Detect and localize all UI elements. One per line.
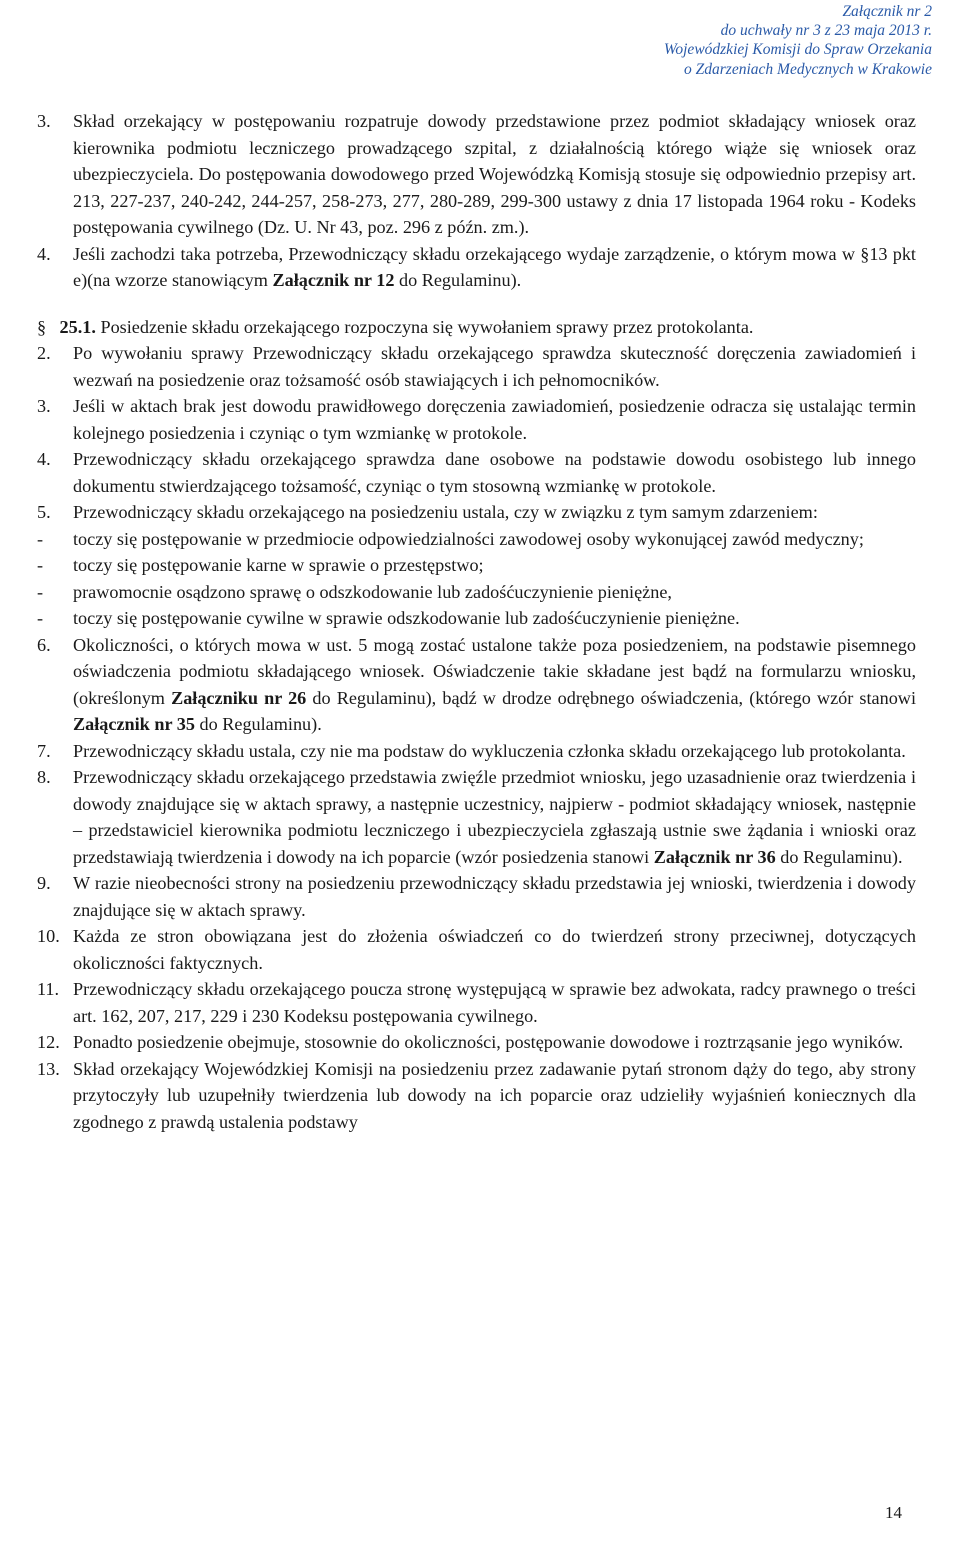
item-number: 13. [37, 1058, 60, 1079]
section-symbol: § [37, 316, 47, 337]
section-25-heading [0, 314, 960, 341]
section-number: 25.1. [59, 316, 96, 337]
dash-bullet: - [37, 581, 44, 602]
dash-list-item [0, 605, 960, 632]
attachment-reference: Załącznik nr 36 [653, 846, 776, 867]
item-text: do Regulaminu), bądź w drodze odrębnego oświadczenia, (którego wzór stanowi [306, 687, 916, 708]
item-text: 13 pkt e)(na wzorze stanowiącym [73, 243, 916, 290]
paragraph-item-9 [0, 870, 960, 923]
paragraph-item-5 [0, 499, 960, 526]
item-text: do Regulaminu). [194, 714, 322, 734]
dash-item-text: toczy się postępowanie karne w sprawie o przestępstwo; [73, 555, 484, 575]
item-text: Okoliczności, o których mowa w ust. 5 mogą zostać ustalone także poza posiedzeniem, na podstawie pisemnego oświadczenia podmiotu składającego wniosek. Oświadczenie takie składane jest bądź na formularzu wniosku, (określonym [73, 634, 916, 708]
item-text: Skład orzekający w postępowaniu rozpatruje dowody przedstawione przez podmiot składający wniosek oraz kierownika podmiotu leczniczego prowadzącego szpital, z działalnością którego wiąże się wniosek oraz ubezpieczyciela. Do postępowania dowodowego przed Wojewódzką Komisją stosuje się odpowiednio przepisy art. 213, 227-237, 240-242, 244-257, 258-273, 277, 280-289, 299-300 ustawy z dnia 17 listopada 1964 roku - Kodeks postępowania cywilnego (Dz. U. Nr 43, poz. 296 z późn. zm.). [73, 111, 916, 237]
item-text: Ponadto posiedzenie obejmuje, stosownie do okoliczności, postępowanie dowodowe i roztrząsanie jego wyników. [73, 1032, 904, 1052]
item-text: Jeśli w aktach brak jest dowodu prawidłowego doręczenia zawiadomień, posiedzenie odracza się ustalając termin kolejnego posiedzenia i czyniąc o tym wzmiankę w protokole. [73, 396, 916, 443]
item-text: Przewodniczący składu orzekającego na posiedzeniu ustala, czy w związku z tym samym zdarzeniem: [73, 502, 818, 522]
item-text: Jeśli zachodzi taka potrzeba, Przewodniczący składu orzekającego wydaje zarządzenie, o którym mowa w [73, 243, 861, 264]
item-number: 10. [37, 926, 60, 946]
item-text: Przewodniczący składu ustala, czy nie ma podstaw do wykluczenia członka składu orzekającego lub protokolanta. [73, 740, 906, 761]
attachment-reference: Załączniku nr 26 [171, 687, 307, 708]
item-number: 6. [37, 634, 51, 655]
header-resolution-line: do uchwały nr 3 z 23 maja 2013 r. [720, 22, 932, 40]
item-number: 2. [37, 343, 51, 363]
item-number: 4. [37, 243, 51, 264]
paragraph-item-8 [0, 764, 960, 870]
paragraph-item-7 [0, 738, 960, 765]
item-number: 3. [37, 396, 51, 416]
item-text: Skład orzekający Wojewódzkiej Komisji na posiedzeniu przez zadawanie pytań stronom dąży do tego, aby strony przytoczyły lub uzupełniły twierdzenia lub dowody na ich poparcie oraz udzieliły wyjaśnień koniecznych dla zgodnego z prawdą ustalenia podstawy [73, 1058, 916, 1132]
paragraph-item-3 [0, 393, 960, 446]
header-location-line: o Zdarzeniach Medycznych w Krakowie [684, 60, 932, 78]
paragraph-item-4 [0, 241, 960, 294]
dash-bullet: - [37, 555, 44, 575]
item-text: W razie nieobecności strony na posiedzeniu przewodniczący składu przedstawia jej wnioski, twierdzenia i dowody znajdujące się w aktach sprawy. [73, 873, 916, 920]
document-body [0, 108, 960, 1135]
paragraph-item-4 [0, 446, 960, 499]
item-text: Przewodniczący składu orzekającego sprawdza dane osobowe na podstawie dowodu osobistego lub innego dokumentu stwierdzającego tożsamość, czyniąc o tym stosowną wzmiankę w protokole. [73, 449, 916, 496]
dash-list-item [0, 579, 960, 606]
dash-item-text: toczy się postępowanie w przedmiocie odpowiedzialności zawodowej osoby wykonującej zawód medyczny; [73, 528, 864, 549]
item-number: 8. [37, 767, 51, 787]
section-symbol: § [860, 243, 870, 264]
item-number: 9. [37, 873, 51, 893]
item-number: 12. [37, 1032, 60, 1052]
item-number: 5. [37, 502, 51, 522]
paragraph-item-6 [0, 632, 960, 738]
dash-item-text: prawomocnie osądzono sprawę o odszkodowanie lub zadośćuczynienie pieniężne, [73, 581, 672, 602]
item-text: do Regulaminu). [394, 270, 522, 290]
item-text: Przewodniczący składu orzekającego poucza stronę występującą w sprawie bez adwokata, radcy prawnego o treści art. 162, 207, 217, 229 i 230 Kodeksu postępowania cywilnego. [73, 979, 916, 1026]
dash-item-text: toczy się postępowanie cywilne w sprawie odszkodowanie lub zadośćuczynienie pieniężne. [73, 608, 740, 628]
header-commission-line: Wojewódzkiej Komisji do Spraw Orzekania [663, 41, 932, 59]
dash-list-item [0, 526, 960, 553]
item-number: 4. [37, 449, 51, 469]
item-text: Przewodniczący składu orzekającego przedstawia zwięźle przedmiot wniosku, jego uzasadnienie oraz twierdzenia i dowody znajdujące się w aktach sprawy, a następnie uczestnicy, najpierw - podmiot składający wniosek, następnie – przedstawiciel kierownika podmiotu leczniczego i ubezpieczyciela zgłaszają ustnie swe żądania i wnioski oraz przedstawiają twierdzenia i dowody na ich poparcie (wzór posiedzenia stanowi [73, 767, 916, 867]
item-number: 11. [37, 979, 60, 999]
item-text: Każda ze stron obowiązana jest do złożenia oświadczeń co do twierdzeń strony przeciwnej, dotyczących okoliczności faktycznych. [73, 926, 916, 973]
dash-bullet: - [37, 608, 44, 628]
document-header [412, 2, 932, 79]
section-text: Posiedzenie składu orzekającego rozpoczyna się wywołaniem sprawy przez protokolanta. [100, 316, 754, 337]
dash-bullet: - [37, 528, 44, 549]
header-attachment-line: Załącznik nr 2 [842, 3, 932, 20]
item-text: Po wywołaniu sprawy Przewodniczący składu orzekającego sprawdza skuteczność doręczenia zawiadomień i wezwań na posiedzenie oraz tożsamość osób stawiających i ich pełnomocników. [73, 343, 916, 390]
page-number: 14 [885, 1503, 902, 1522]
paragraph-item-10 [0, 923, 960, 976]
paragraph-item-12 [0, 1029, 960, 1056]
paragraph-item-3 [0, 108, 960, 241]
attachment-reference: Załącznik nr 12 [272, 270, 395, 290]
item-text: do Regulaminu). [775, 846, 903, 867]
paragraph-item-2 [0, 340, 960, 393]
paragraph-item-11 [0, 976, 960, 1029]
item-number: 3. [37, 111, 51, 131]
dash-list-item [0, 552, 960, 579]
item-number: 7. [37, 740, 51, 761]
attachment-reference: Załącznik nr 35 [73, 714, 195, 734]
paragraph-item-13 [0, 1056, 960, 1136]
